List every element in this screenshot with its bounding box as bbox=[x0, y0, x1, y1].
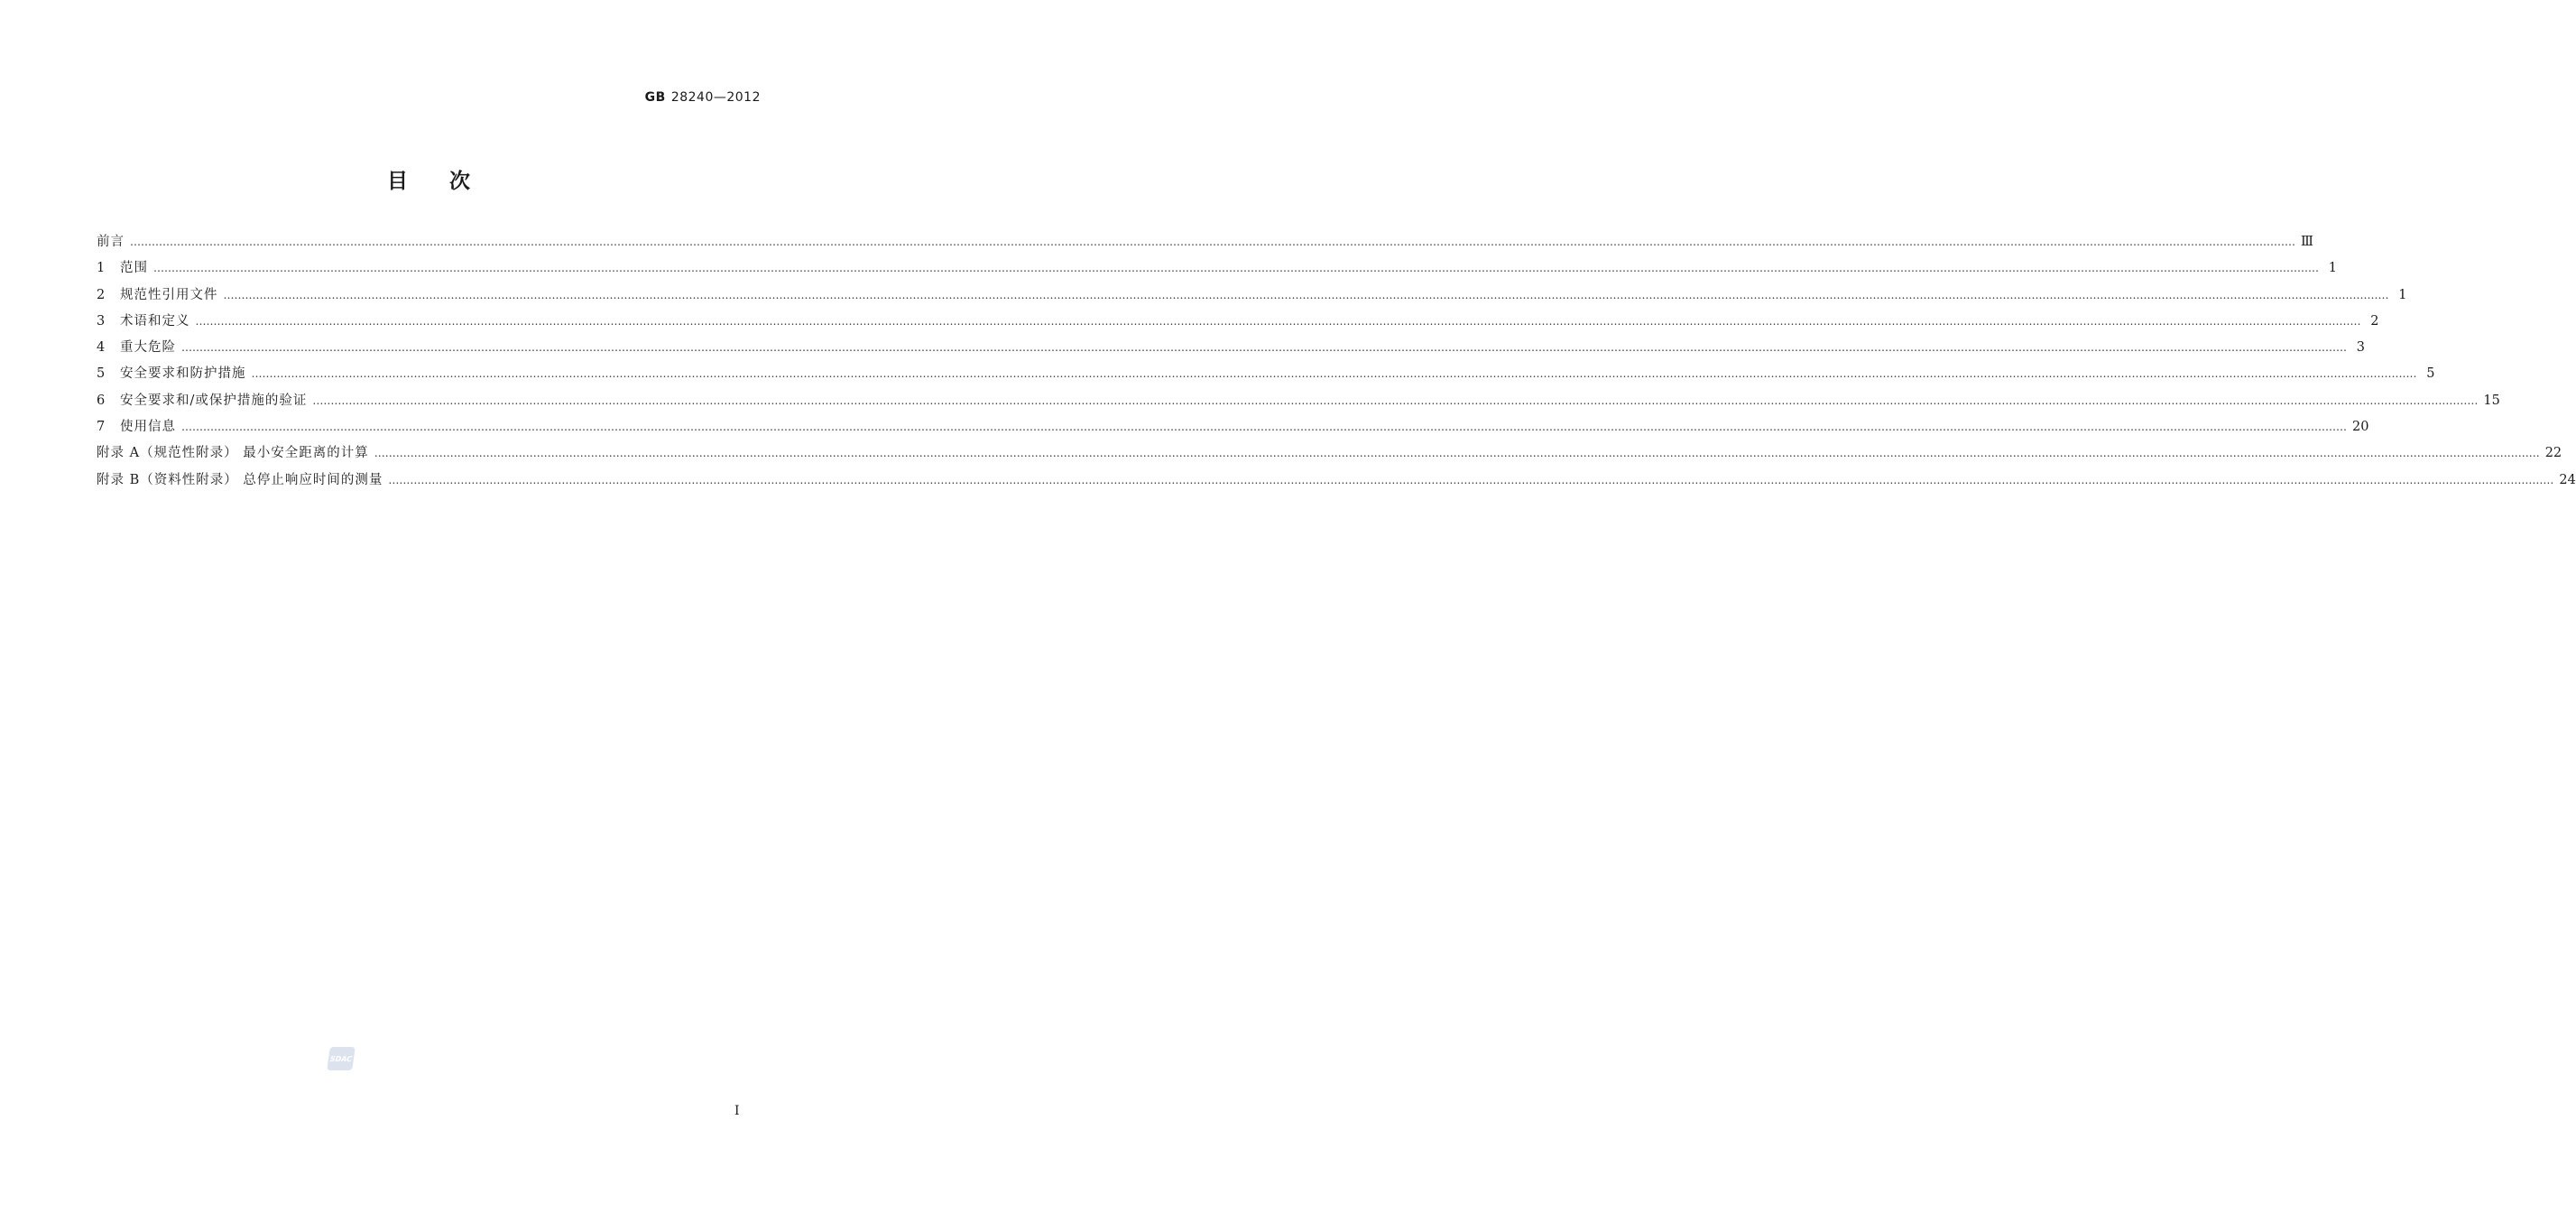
toc-leader-dots: …………………………………………………………………………………………………………………………………………………………………………………………………………………………………………………………………………………………………………………………………………………………………………………………………………………………………………………………………………………………………………………………………………………… bbox=[153, 262, 2319, 275]
standard-prefix: GB bbox=[644, 90, 666, 105]
toc-entry-label: 术语和定义 bbox=[120, 313, 190, 329]
toc-leader-dots: …………………………………………………………………………………………………………………………………………………………………………………………………………………………………………………………………………………………………………………………………………………………………………………………………………………………………………………………………………………………………………………………………………………… bbox=[181, 421, 2347, 434]
toc-entry-label: 重大危险 bbox=[120, 340, 176, 356]
toc-entry-number: 3 bbox=[97, 313, 106, 329]
page-number: I bbox=[734, 1104, 740, 1118]
toc-entry-page: 5 bbox=[2426, 366, 2435, 382]
toc-entry-label: 使用信息 bbox=[120, 420, 176, 435]
toc-entry-6[interactable] bbox=[97, 390, 2500, 416]
toc-entry-page: 3 bbox=[2356, 340, 2365, 356]
toc-entry-label: 规范性引用文件 bbox=[120, 287, 218, 302]
watermark-text: SDAC bbox=[329, 1054, 353, 1063]
standard-code: 28240—2012 bbox=[670, 90, 761, 105]
toc-entry-page: 20 bbox=[2352, 420, 2369, 435]
toc-leader-dots: …………………………………………………………………………………………………………………………………………………………………………………………………………………………………………………………………………………………………………………………………………………………………………………………………………………………………………………………………………………………………………………………………………………… bbox=[312, 394, 2479, 407]
toc-leader-dots: …………………………………………………………………………………………………………………………………………………………………………………………………………………………………………………………………………………………………………………………………………………………………………………………………………………………………………………………………………………………………………………………………………………… bbox=[195, 314, 2361, 328]
toc-entry-label: 附录 A（规范性附录） 最小安全距离的计算 bbox=[97, 446, 369, 461]
toc-entry-number: 5 bbox=[97, 366, 106, 382]
standard-number bbox=[645, 90, 761, 105]
toc-entry-1[interactable] bbox=[97, 257, 2337, 283]
toc-entry-label: 安全要求和防护措施 bbox=[120, 366, 246, 382]
toc-leader-dots: …………………………………………………………………………………………………………………………………………………………………………………………………………………………………………………………………………………………………………………………………………………………………………………………………………………………………………………………………………………………………………………………………………………… bbox=[374, 447, 2540, 460]
toc-entry-label: 前言 bbox=[97, 235, 125, 249]
toc-entry-number: 6 bbox=[97, 393, 106, 408]
toc-entry-page: 1 bbox=[2398, 287, 2407, 302]
toc-leader-dots: …………………………………………………………………………………………………………………………………………………………………………………………………………………………………………………………………………………………………………………………………………………………………………………………………………………………………………………………………………………………………………………………………………………… bbox=[223, 288, 2389, 301]
toc-entry-4[interactable] bbox=[97, 337, 2365, 363]
toc-entry-page: 22 bbox=[2544, 446, 2562, 461]
toc-entry-5[interactable] bbox=[97, 363, 2435, 389]
toc-entry-page: 15 bbox=[2483, 393, 2500, 408]
toc-entry-page: 2 bbox=[2370, 313, 2379, 329]
table-of-contents bbox=[97, 231, 2576, 495]
toc-leader-dots: …………………………………………………………………………………………………………………………………………………………………………………………………………………………………………………………………………………………………………………………………………………………………………………………………………………………………………………………………………………………………………………………………………………… bbox=[388, 473, 2554, 486]
toc-entry-number: 1 bbox=[97, 261, 106, 276]
toc-entry-label: 附录 B（资料性附录） 总停止响应时间的测量 bbox=[97, 472, 383, 487]
toc-entry-7[interactable] bbox=[97, 416, 2369, 442]
toc-entry-page: 24 bbox=[2559, 472, 2576, 487]
toc-entry-page: Ⅲ bbox=[2301, 235, 2313, 249]
toc-leader-dots: …………………………………………………………………………………………………………………………………………………………………………………………………………………………………………………………………………………………………………………………………………………………………………………………………………………………………………………………………………………………………………………………………………………… bbox=[130, 236, 2295, 248]
toc-entry-page: 1 bbox=[2328, 261, 2337, 276]
toc-entry-2[interactable] bbox=[97, 284, 2407, 310]
watermark-logo bbox=[327, 1047, 355, 1070]
toc-leader-dots: …………………………………………………………………………………………………………………………………………………………………………………………………………………………………………………………………………………………………………………………………………………………………………………………………………………………………………………………………………………………………………………………………………………… bbox=[251, 367, 2417, 381]
toc-leader-dots: …………………………………………………………………………………………………………………………………………………………………………………………………………………………………………………………………………………………………………………………………………………………………………………………………………………………………………………………………………………………………………………………………………………… bbox=[181, 341, 2347, 355]
toc-entry-3[interactable] bbox=[97, 310, 2379, 337]
toc-entry-appendix-b[interactable] bbox=[97, 469, 2576, 495]
toc-entry-number: 7 bbox=[97, 420, 106, 435]
toc-title: 目次 bbox=[387, 170, 512, 193]
toc-entry-appendix-a[interactable] bbox=[97, 442, 2562, 468]
toc-entry-foreword[interactable] bbox=[97, 231, 2313, 257]
toc-entry-label: 安全要求和/或保护措施的验证 bbox=[120, 393, 308, 408]
toc-entry-number: 4 bbox=[97, 340, 106, 356]
toc-entry-number: 2 bbox=[97, 287, 106, 302]
toc-entry-label: 范围 bbox=[120, 261, 148, 276]
